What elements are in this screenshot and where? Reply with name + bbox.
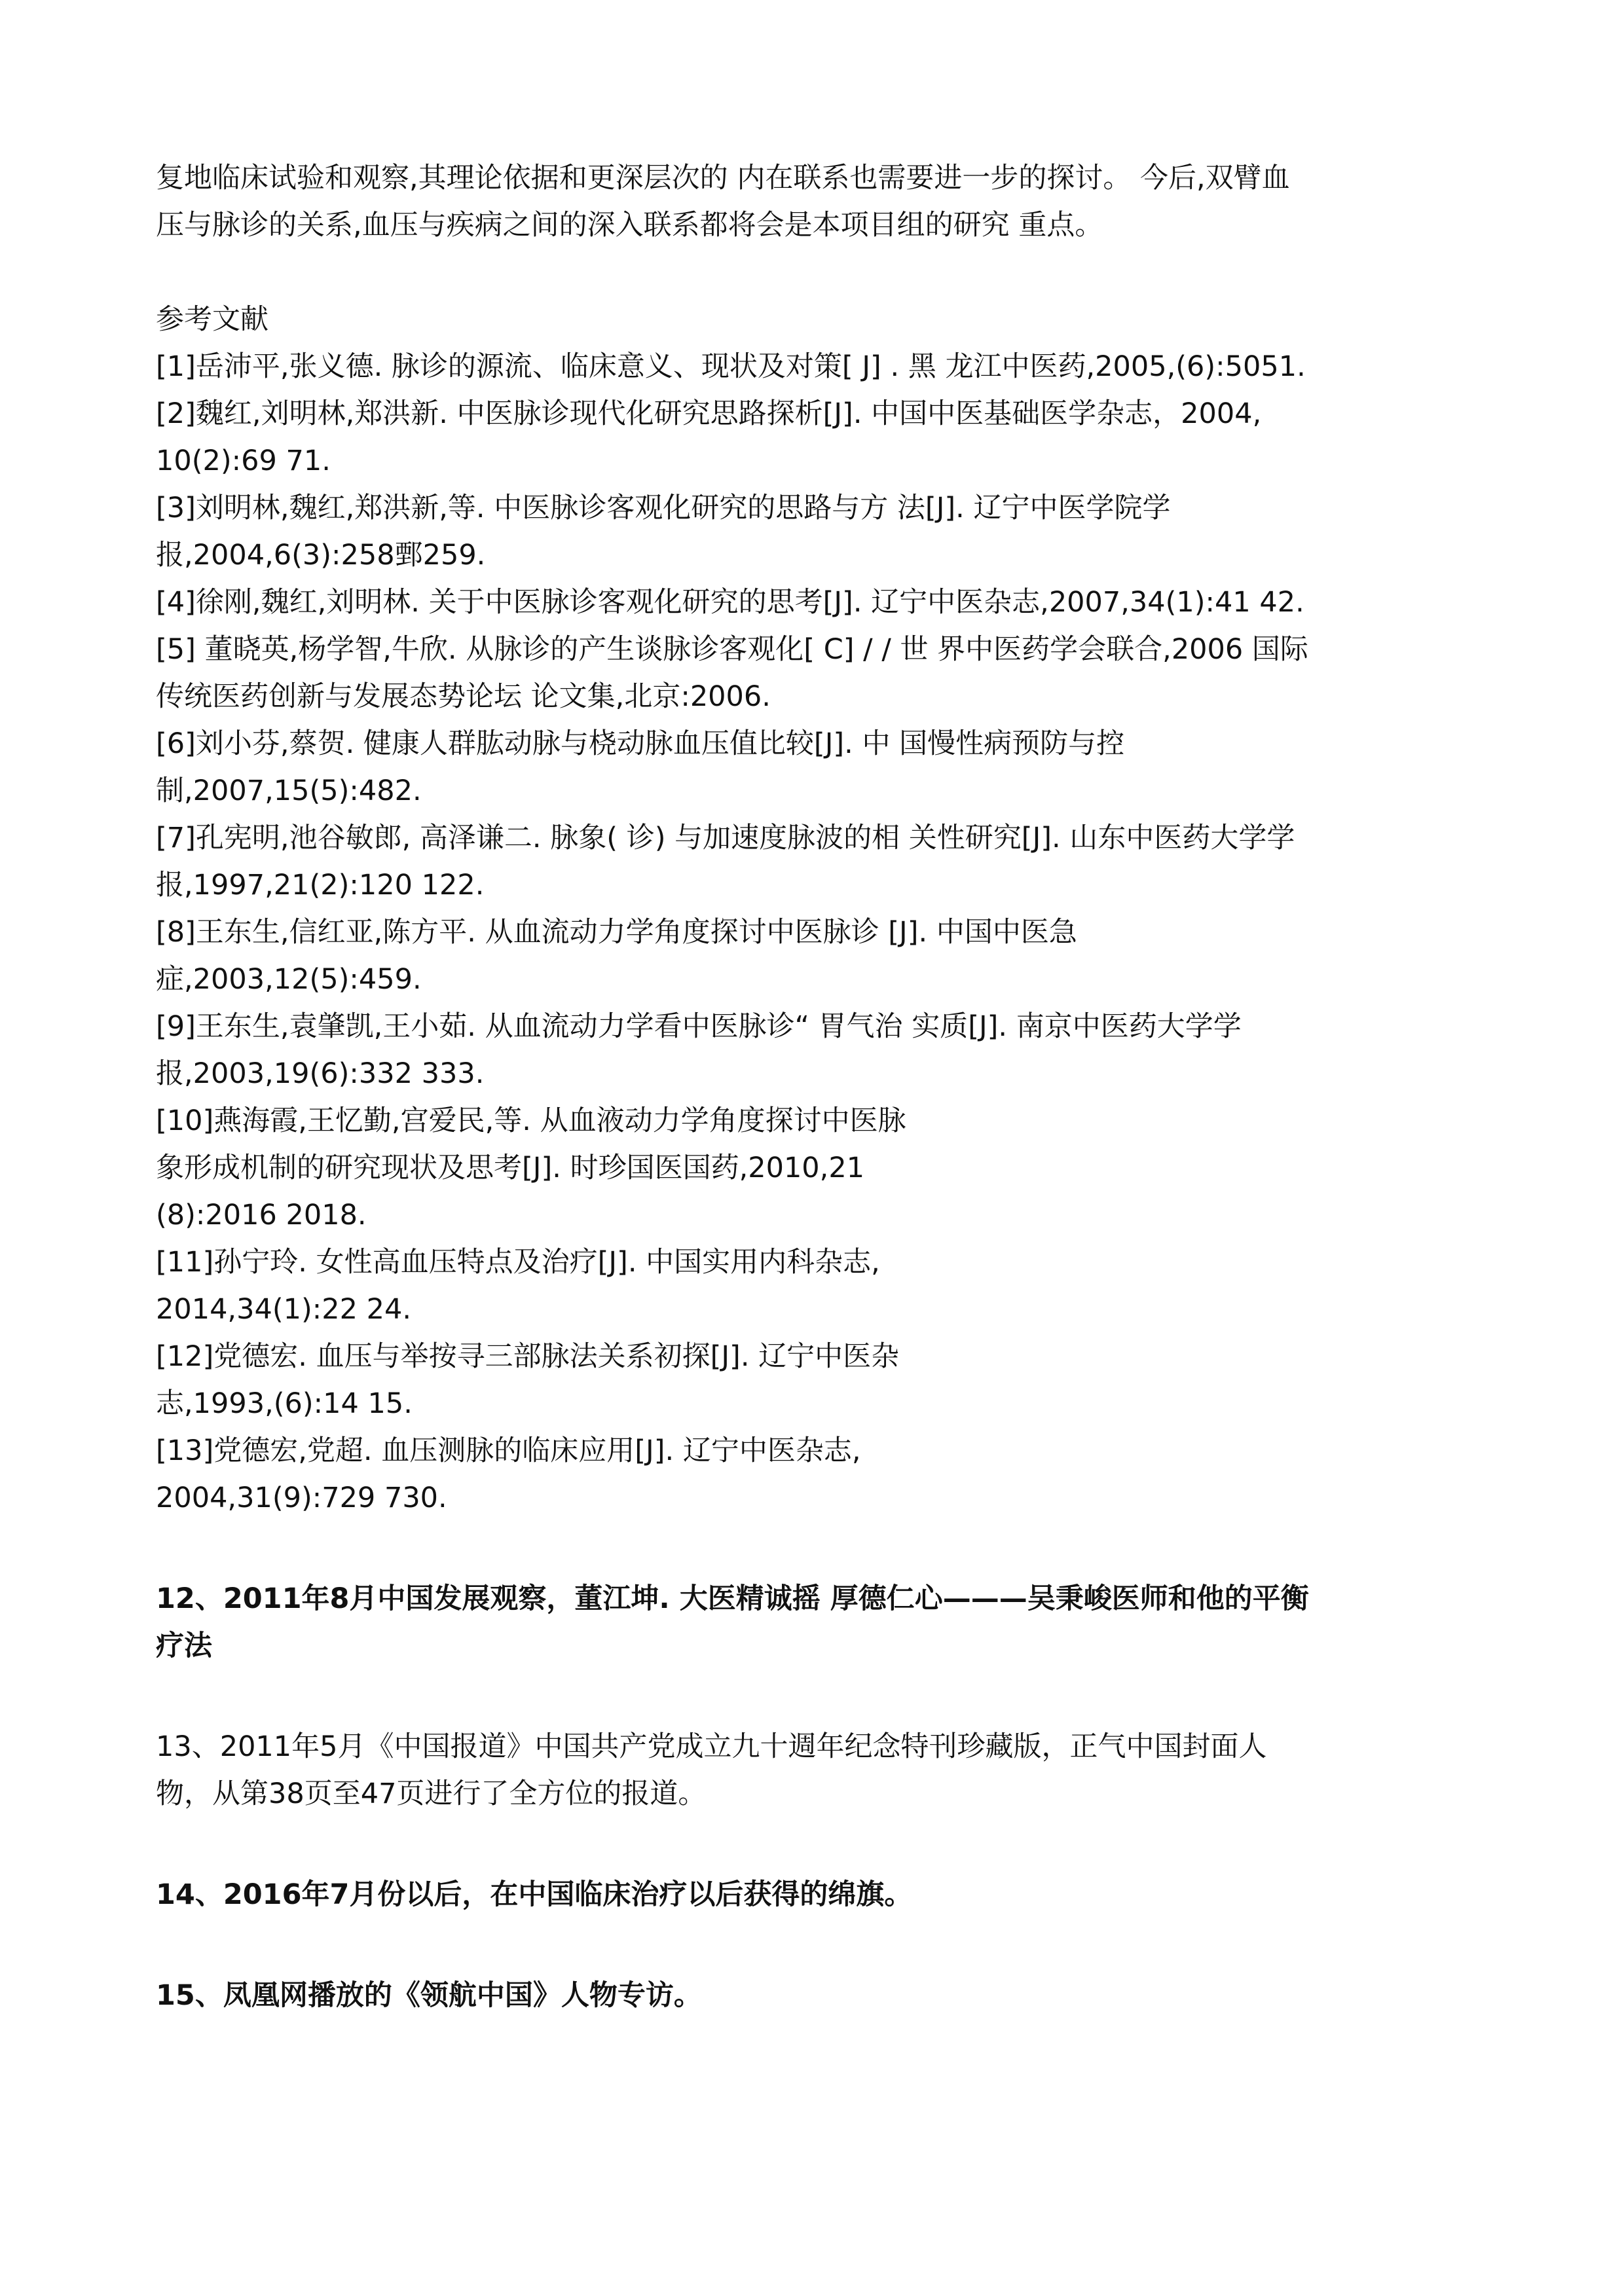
reference-line: [1]岳沛平,张义德. 脉诊的源流、临床意义、现状及对策[ J] . 黑 龙江中医药,2005,(6):5051.	[156, 350, 1306, 383]
item-13-line: 13、2011年5月《中国报道》中国共产党成立九十週年纪念特刊珍藏版，正气中国封面人	[156, 1730, 1267, 1763]
reference-line: 症,2003,12(5):459.	[156, 963, 422, 996]
reference-line: 报,1997,21(2):120 122.	[156, 869, 485, 902]
document-page	[156, 155, 1492, 2019]
references-heading: 参考文献	[156, 303, 268, 336]
reference-line: 传统医药创新与发展态势论坛 论文集,北京:2006.	[156, 680, 771, 713]
intro-paragraph	[156, 155, 1492, 249]
intro-line: 压与脉诊的关系,血压与疾病之间的深入联系都将会是本项目组的研究 重点。	[156, 209, 1103, 242]
reference-line: 志,1993,(6):14 15.	[156, 1387, 413, 1420]
reference-line: [13]党德宏,党超. 血压测脉的临床应用[J]. 辽宁中医杂志,	[156, 1434, 861, 1467]
item-14-line: 14、2016年7月份以后，在中国临床治疗以后获得的绵旗。	[156, 1878, 913, 1911]
item-13-line: 物，从第38页至47页进行了全方位的报道。	[156, 1777, 707, 1810]
reference-line: [8]王东生,信红亚,陈方平. 从血流动力学角度探讨中医脉诊 [J]. 中国中医急	[156, 916, 1077, 949]
item-12-line: 疗法	[156, 1630, 212, 1662]
item-15-paragraph	[156, 1972, 1492, 2019]
item-13-paragraph	[156, 1723, 1492, 1817]
reference-line: [3]刘明林,魏红,郑洪新,等. 中医脉诊客观化研究的思路与方 法[J]. 辽宁中医学院学	[156, 492, 1171, 524]
item-12-paragraph	[156, 1575, 1492, 1669]
reference-line: [11]孙宁玲. 女性高血压特点及治疗[J]. 中国实用内科杂志,	[156, 1246, 880, 1279]
reference-line: 报,2004,6(3):258鄄259.	[156, 539, 486, 572]
item-14-paragraph	[156, 1871, 1492, 1918]
reference-line: (8):2016 2018.	[156, 1199, 367, 1231]
references-section	[156, 296, 1492, 1522]
reference-line: [4]徐刚,魏红,刘明林. 关于中医脉诊客观化研究的思考[J]. 辽宁中医杂志,2007,34(1):41 42.	[156, 586, 1304, 619]
reference-line: 10(2):69 71.	[156, 445, 331, 477]
item-15-line: 15、凤凰网播放的《领航中国》人物专访。	[156, 1979, 702, 2012]
reference-line: [7]孔宪明,池谷敏郎, 高泽谦二. 脉象( 诊) 与加速度脉波的相 关性研究[J]. 山东中医药大学学	[156, 822, 1295, 854]
reference-line: [2]魏红,刘明林,郑洪新. 中医脉诊现代化研究思路探析[J]. 中国中医基础医学杂志，2004,	[156, 397, 1262, 430]
reference-line: 报,2003,19(6):332 333.	[156, 1057, 485, 1090]
reference-line: [9]王东生,袁肇凯,王小茹. 从血流动力学看中医脉诊“ 胃气治 实质[J]. 南京中医药大学学	[156, 1010, 1242, 1043]
reference-line: 2004,31(9):729 730.	[156, 1482, 447, 1514]
reference-line: [12]党德宏. 血压与举按寻三部脉法关系初探[J]. 辽宁中医杂	[156, 1340, 900, 1373]
reference-line: 2014,34(1):22 24.	[156, 1293, 411, 1326]
item-12-line: 12、2011年8月中国发展观察，董江坤. 大医精诚摇 厚德仁心———吴秉峻医师和他的平衡	[156, 1582, 1309, 1615]
intro-line: 复地临床试验和观察,其理论依据和更深层次的 内在联系也需要进一步的探讨。 今后,双臂血	[156, 162, 1290, 194]
reference-line: [6]刘小芬,蔡贺. 健康人群肱动脉与桡动脉血压值比较[J]. 中 国慢性病预防与控	[156, 727, 1125, 760]
reference-line: [5] 董晓英,杨学智,牛欣. 从脉诊的产生谈脉诊客观化[ C] / / 世 界中医药学会联合,2006 国际	[156, 633, 1308, 666]
reference-line: 象形成机制的研究现状及思考[J]. 时珍国医国药,2010,21	[156, 1152, 865, 1184]
reference-line: 制,2007,15(5):482.	[156, 774, 422, 807]
reference-line: [10]燕海霞,王忆勤,宫爱民,等. 从血液动力学角度探讨中医脉	[156, 1104, 906, 1137]
